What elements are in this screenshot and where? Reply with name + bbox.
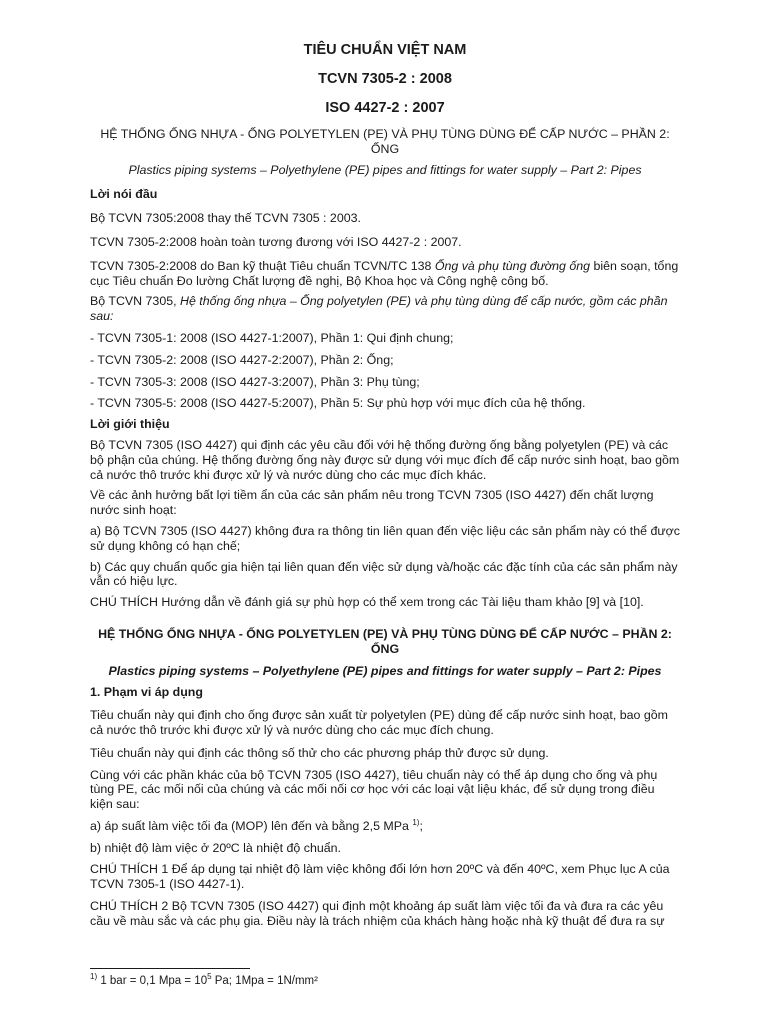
introduction-heading: Lời giới thiệu: [90, 417, 170, 432]
part-list-item: - TCVN 7305-5: 2008 (ISO 4427-5:2007), Phần 5: Sự phù hợp với mục đích của hệ thống.: [90, 396, 586, 411]
part-list-item: - TCVN 7305-1: 2008 (ISO 4427-1:2007), Phần 1: Qui định chung;: [90, 330, 454, 345]
title-vietnamese: HỆ THỐNG ỐNG NHỰA - ỐNG POLYETYLEN (PE) VÀ PHỤ TÙNG DÙNG ĐỂ CẤP NƯỚC – PHẦN 2: ỐNG: [100, 127, 670, 156]
scope-note-2: CHÚ THÍCH 2 Bộ TCVN 7305 (ISO 4427) qui định một khoảng áp suất làm việc tối đa và đưa ra các yêu cầu về màu sắc và các phụ gia. Điều này là trách nhiệm của khách hàng hoặc nhà kỹ thuật để đưa ra sự: [90, 899, 665, 928]
intro-p2: Về các ảnh hưởng bất lợi tiềm ẩn của các sản phẩm nêu trong TCVN 7305 (ISO 4427) đến chất lượng nước sinh hoạt:: [90, 488, 654, 518]
foreword-p1: Bộ TCVN 7305:2008 thay thế TCVN 7305 : 2003.: [90, 211, 361, 226]
intro-p3: a) Bộ TCVN 7305 (ISO 4427) không đưa ra thông tin liên quan đến việc liệu các sản phẩm này có thể được sử dụng không có hạn chế;: [90, 523, 680, 553]
part-list-item: - TCVN 7305-2: 2008 (ISO 4427-2:2007), Phần 2: Ống;: [90, 352, 394, 367]
part-list-item: - TCVN 7305-3: 2008 (ISO 4427-3:2007), Phần 3: Phụ tùng;: [90, 374, 420, 389]
scope-item-a: a) áp suất làm việc tối đa (MOP) lên đến và bằng 2,5 MPa $^{1)}$;: [90, 817, 423, 833]
standard-code: TCVN 7305-2 : 2008: [318, 71, 452, 87]
title-english: Plastics piping systems – Polyethylene (PE) pipes and fittings for water supply – Part 2: Pipes: [128, 162, 642, 177]
scope-p2: Tiêu chuẩn này qui định các thông số thử cho các phương pháp thử được sử dụng.: [90, 745, 549, 760]
scope-item-b: b) nhiệt độ làm việc ở 20ºC là nhiệt độ chuẩn.: [90, 840, 341, 855]
foreword-p3: TCVN 7305-2:2008 do Ban kỹ thuật Tiêu chuẩn TCVN/TC 138 Ống và phụ tùng đường ống biên soạn, tổng cục Tiêu chuẩn Đo lường Chất lượng đề nghị, Bộ Khoa học và Công nghệ công bố.: [90, 258, 679, 288]
footnote-ref: 1): [412, 817, 420, 827]
document-page: [90, 40, 680, 929]
scope-note-1: CHÚ THÍCH 1 Để áp dụng tại nhiệt độ làm việc không đổi lớn hơn 20ºC và đến 40ºC, xem Phục lục A của TCVN 7305-1 (ISO 4427-1).: [90, 862, 670, 892]
main-title-vietnamese: HỆ THỐNG ỐNG NHỰA - ỐNG POLYETYLEN (PE) VÀ PHỤ TÙNG DÙNG ĐỂ CẤP NƯỚC – PHẦN 2: ỐNG: [98, 626, 672, 656]
standard-heading: TIÊU CHUẨN VIỆT NAM: [303, 42, 467, 58]
foreword-p4: Bộ TCVN 7305, Hệ thống ống nhựa – Ống polyetylen (PE) và phụ tùng dùng để cấp nước, gồm các phần sau:: [90, 294, 668, 324]
iso-code: ISO 4427-2 : 2007: [325, 100, 445, 116]
intro-note: CHÚ THÍCH Hướng dẫn về đánh giá sự phù hợp có thể xem trong các Tài liệu tham khảo [9] và [10].: [90, 595, 644, 610]
footnote-divider: [90, 968, 250, 969]
footnote: $^{1)}$ 1 bar = 0,1 Mpa = $10^5$ Pa; 1Mpa = 1N/mm²: [90, 972, 318, 987]
intro-p1: Bộ TCVN 7305 (ISO 4427) qui định các yêu cầu đối với hệ thống đường ống bằng polyetylen (PE) và các bộ phận của chúng. Hệ thống đường ống này được sử dụng với mục đích để cấp nước sinh hoạt, bao gồm cả nước thô trước khi được xử lý và nước dùng cho các mục đích khác.: [90, 437, 680, 482]
scope-p1: Tiêu chuẩn này qui định cho ống được sản xuất từ polyetylen (PE) dùng để cấp nước sinh hoạt, bao gồm cả nước thô trước khi được xử lý và nước dùng cho các mục đích chung.: [90, 708, 668, 737]
foreword-heading: Lời nói đầu: [90, 187, 158, 202]
foreword-p2: TCVN 7305-2:2008 hoàn toàn tương đương với ISO 4427-2 : 2007.: [90, 234, 462, 249]
scope-p3: Cùng với các phần khác của bộ TCVN 7305 (ISO 4427), tiêu chuẩn này có thể áp dụng cho ống và phụ tùng PE, các mối nối của chúng và các mối nối cơ học với các loại vật liệu khác, để sử dụng trong điều kiện sau:: [90, 767, 658, 812]
scope-heading: 1. Phạm vi áp dụng: [90, 685, 203, 700]
main-title-english: Plastics piping systems – Polyethylene (PE) pipes and fittings for water supply – Part 2: Pipes: [108, 663, 662, 678]
intro-p4: b) Các quy chuẩn quốc gia hiện tại liên quan đến việc sử dụng và/hoặc các đặc tính của các sản phẩm này vẫn có hiệu lực.: [90, 559, 678, 589]
